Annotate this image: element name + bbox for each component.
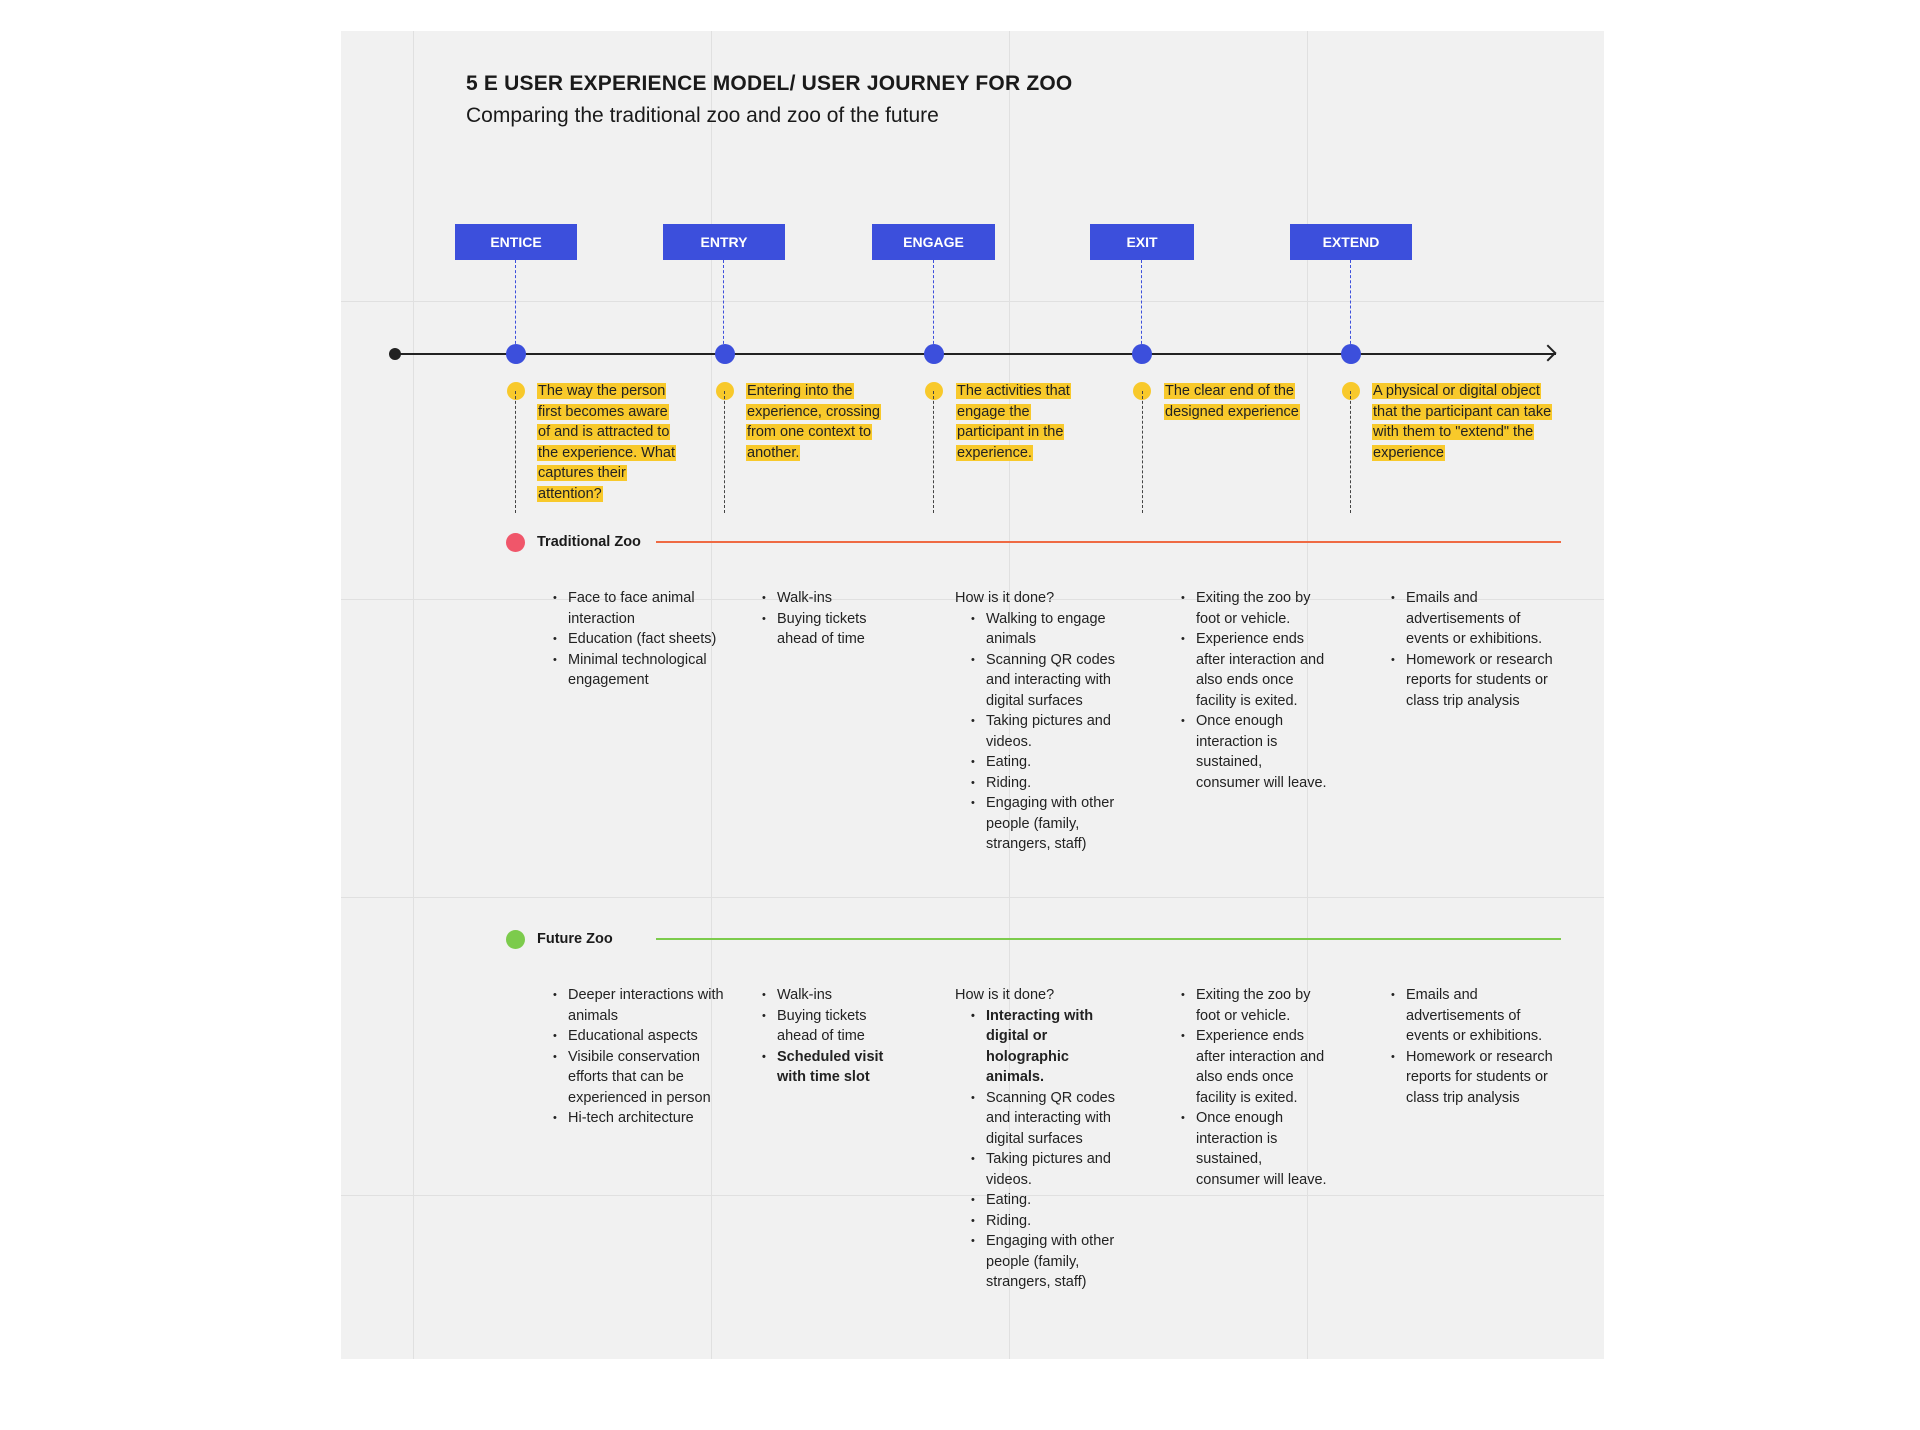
description-dot [925,382,943,400]
list-item: • Interacting with digital or holographic animals. [986,1006,1130,1088]
notes-intro: How is it done? [955,590,1055,606]
phase-connector [515,260,516,354]
list-item: • Scanning QR codes and interacting with digital surfaces [986,1088,1130,1150]
list-item: • Experience ends after interaction and also ends once facility is exited. [1196,629,1329,711]
list-item: • Visibile conservation efforts that can be experienced in person [568,1047,731,1109]
list-item: • Buying tickets ahead of time [777,1006,910,1047]
list-item: • Walk-ins [777,985,910,1006]
list-item: • Once enough interaction is sustained, consumer will leave. [1196,1108,1329,1190]
traditional-entice-notes [551,588,731,691]
list-item: • Homework or research reports for students or class trip analysis [1406,1047,1564,1109]
column-divider [724,391,725,513]
description-dot [507,382,525,400]
list-item: • Minimal technological engagement [568,650,731,691]
phase-connector [933,260,934,354]
future-zoo-line [656,938,1561,940]
list-item: • Hi-tech architecture [568,1108,731,1129]
phase-label: ENGAGE [903,234,964,250]
list-item: • Once enough interaction is sustained, consumer will leave. [1196,711,1329,793]
phase-label: ENTRY [700,234,748,250]
phase-connector [1350,260,1351,354]
future-entice-notes [551,985,731,1129]
phase-description: The way the person first becomes aware of and is attracted to the experience. What captures their attention? [538,383,676,502]
list-item: • Exiting the zoo by foot or vehicle. [1196,588,1329,629]
list-item: • Walk-ins [777,588,910,609]
traditional-engage-notes [955,588,1130,855]
phase-label: ENTICE [490,234,542,250]
description-dot [716,382,734,400]
list-item: • Riding. [986,773,1130,794]
page-subtitle: Comparing the traditional zoo and zoo of the future [466,104,939,127]
phase-label: EXIT [1126,234,1158,250]
list-item: • Deeper interactions with animals [568,985,731,1026]
list-item: • Scheduled visit with time slot [777,1047,910,1088]
phase-description: The activities that engage the participant in the experience. [957,383,1070,461]
timeline-node[interactable] [506,344,526,364]
list-item: • Experience ends after interaction and also ends once facility is exited. [1196,1026,1329,1108]
list-item: • Education (fact sheets) [568,629,731,650]
traditional-exit-notes [1179,588,1329,793]
phase-label: EXTEND [1322,234,1380,250]
phase-description: Entering into the experience, crossing from one context to another. [747,383,880,461]
page-title: 5 E USER EXPERIENCE MODEL/ USER JOURNEY FOR ZOO [466,72,1073,95]
list-item: • Eating. [986,1190,1130,1211]
list-item: • Emails and advertisements of events or exhibitions. [1406,588,1564,650]
timeline-node[interactable] [1341,344,1361,364]
traditional-zoo-label: Traditional Zoo [537,534,641,550]
list-item: • Taking pictures and videos. [986,1149,1130,1190]
traditional-zoo-line [656,541,1561,543]
traditional-zoo-dot [506,533,525,552]
phase-description: A physical or digital object that the participant can take with them to "extend" the experience [1373,383,1552,461]
notes-intro: How is it done? [955,987,1055,1003]
phase-entice-box[interactable] [455,224,577,260]
list-item: • Buying tickets ahead of time [777,609,910,650]
description-dot [1342,382,1360,400]
list-item: • Emails and advertisements of events or exhibitions. [1406,985,1564,1047]
phase-extend-box[interactable] [1290,224,1412,260]
list-item: • Walking to engage animals [986,609,1130,650]
phase-entry-box[interactable] [663,224,785,260]
list-item: • Face to face animal interaction [568,588,731,629]
traditional-extend-notes [1389,588,1564,711]
column-divider [1350,391,1351,513]
phase-description: The clear end of the designed experience [1165,383,1299,420]
timeline-start-dot [389,348,401,360]
list-item: • Riding. [986,1211,1130,1232]
future-zoo-label: Future Zoo [537,931,613,947]
phase-exit-box[interactable] [1090,224,1194,260]
timeline-node[interactable] [924,344,944,364]
column-divider [1142,391,1143,513]
list-item: • Engaging with other people (family, strangers, staff) [986,793,1130,855]
list-item: • Homework or research reports for students or class trip analysis [1406,650,1564,712]
list-item: • Eating. [986,752,1130,773]
future-exit-notes [1179,985,1329,1190]
future-extend-notes [1389,985,1564,1108]
future-engage-notes [955,985,1130,1293]
future-entry-notes [760,985,910,1088]
timeline-node[interactable] [1132,344,1152,364]
list-item: • Exiting the zoo by foot or vehicle. [1196,985,1329,1026]
list-item: • Taking pictures and videos. [986,711,1130,752]
column-divider [933,391,934,513]
phase-connector [1141,260,1142,354]
list-item: • Scanning QR codes and interacting with digital surfaces [986,650,1130,712]
traditional-entry-notes [760,588,910,650]
future-zoo-dot [506,930,525,949]
timeline-axis [394,353,1556,355]
list-item: • Educational aspects [568,1026,731,1047]
phase-connector [723,260,724,354]
phase-engage-box[interactable] [872,224,995,260]
column-divider [515,391,516,513]
timeline-node[interactable] [715,344,735,364]
list-item: • Engaging with other people (family, strangers, staff) [986,1231,1130,1293]
